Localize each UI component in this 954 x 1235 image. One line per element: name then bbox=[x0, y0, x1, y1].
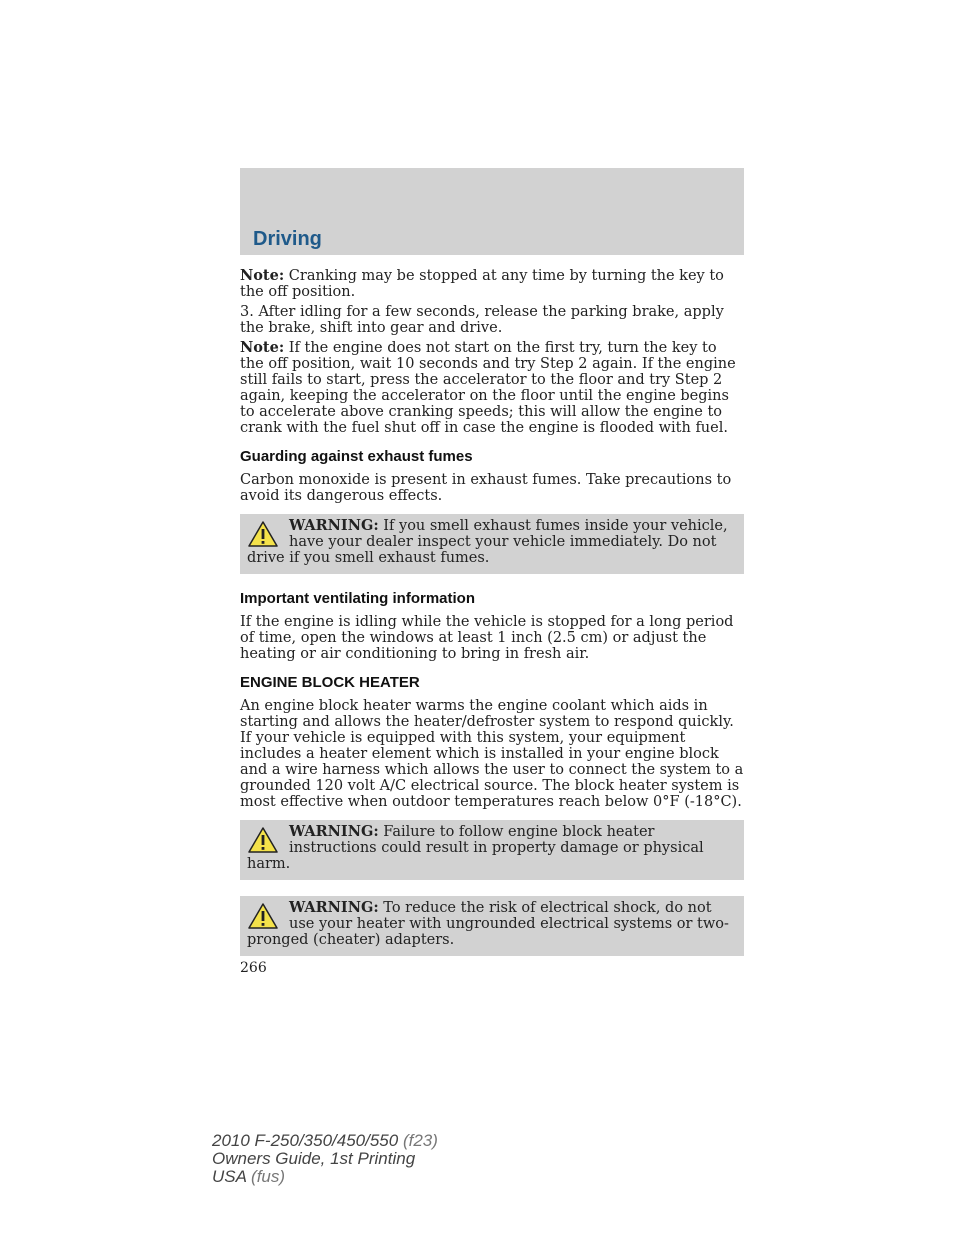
section-title: Driving bbox=[253, 228, 322, 250]
document-footer bbox=[212, 1132, 438, 1186]
warning-label: WARNING: bbox=[289, 899, 379, 916]
note-text: If the engine does not start on the first try, turn the key to the off position, wait 10 seconds and try Step 2 again. If the engine still fails to start, press the accelerator to the floor and try Step 2 again, keeping the accelerator on the floor until the engine begins to accelerate above cranking speeds; this will allow the engine to crank with the fuel shut off in case the engine is flooded with fuel. bbox=[240, 340, 736, 436]
footer-line-edition: Owners Guide, 1st Printing bbox=[212, 1149, 416, 1168]
note-text: Cranking may be stopped at any time by turning the key to the off position. bbox=[240, 268, 724, 300]
page-content bbox=[240, 268, 744, 972]
warning-text: Failure to follow engine block heater instructions could result in property damage or physical harm. bbox=[247, 824, 704, 872]
warning-triangle-icon bbox=[247, 902, 279, 930]
warning-label: WARNING: bbox=[289, 517, 379, 534]
body-paragraph: An engine block heater warms the engine coolant which aids in starting and allows the heater/defroster system to respond quickly. If your vehicle is equipped with this system, your equipment includes a heater element which is installed in your engine block and a wire harness which allows the user to connect the system to a grounded 120 volt A/C electrical source. The block heater system is most effective when outdoor temperatures reach below 0°F (-18°C). bbox=[240, 698, 744, 810]
note-paragraph bbox=[240, 268, 744, 300]
warning-triangle-icon bbox=[247, 826, 279, 854]
section-header-band bbox=[240, 168, 744, 255]
footer-line-model bbox=[212, 1132, 438, 1150]
warning-text: To reduce the risk of electrical shock, do not use your heater with ungrounded electrical systems or two-pronged (cheater) adapters. bbox=[247, 900, 729, 948]
subheading-engine-block-heater: ENGINE BLOCK HEATER bbox=[240, 674, 420, 691]
page-number: 266 bbox=[240, 960, 267, 976]
footer-line-market bbox=[212, 1168, 438, 1186]
footer-model: 2010 F-250/350/450/550 bbox=[212, 1131, 399, 1150]
warning-text: If you smell exhaust fumes inside your vehicle, have your dealer inspect your vehicle immediately. Do not drive if you smell exhaust fumes. bbox=[247, 518, 728, 566]
note-label: Note: bbox=[240, 267, 285, 284]
note-label: Note: bbox=[240, 339, 285, 356]
warning-box bbox=[240, 896, 744, 956]
warning-triangle-icon bbox=[247, 520, 279, 548]
footer-market-code: (fus) bbox=[246, 1167, 286, 1186]
body-paragraph: Carbon monoxide is present in exhaust fumes. Take precautions to avoid its dangerous effects. bbox=[240, 472, 732, 504]
step-paragraph: 3. After idling for a few seconds, release the parking brake, apply the brake, shift into gear and drive. bbox=[240, 304, 724, 336]
warning-box bbox=[240, 820, 744, 880]
note-paragraph bbox=[240, 340, 744, 436]
warning-box bbox=[240, 514, 744, 574]
footer-model-code: (f23) bbox=[398, 1131, 438, 1150]
body-paragraph: If the engine is idling while the vehicle is stopped for a long period of time, open the windows at least 1 inch (2.5 cm) or adjust the heating or air conditioning to bring in fresh air. bbox=[240, 614, 734, 662]
footer-market: USA bbox=[212, 1167, 247, 1186]
warning-label: WARNING: bbox=[289, 823, 379, 840]
subheading-ventilating: Important ventilating information bbox=[240, 590, 475, 607]
subheading-exhaust-fumes: Guarding against exhaust fumes bbox=[240, 448, 473, 465]
